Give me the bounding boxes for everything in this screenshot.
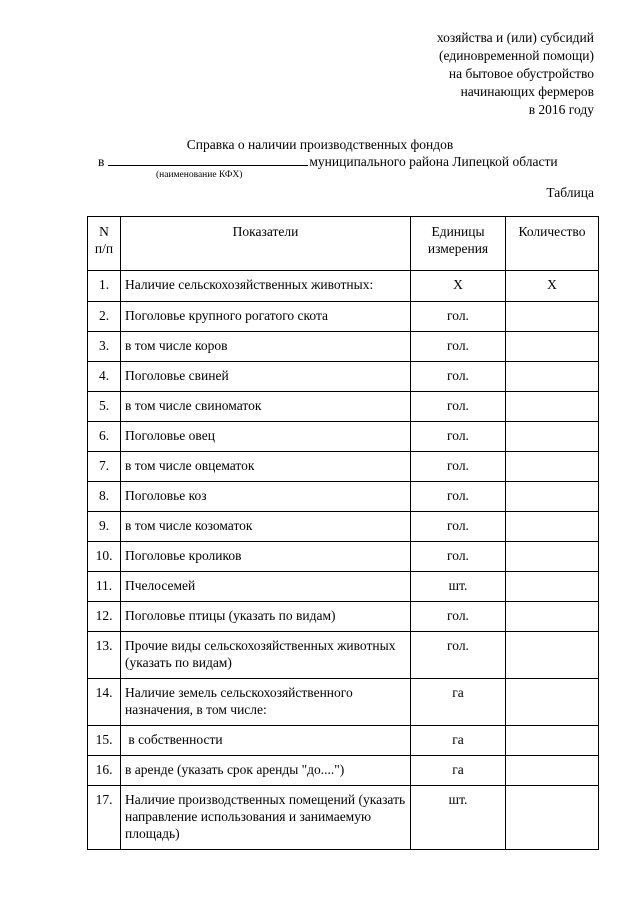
table-row	[88, 302, 599, 332]
row-quantity[interactable]	[506, 512, 599, 542]
row-unit: гол.	[411, 602, 506, 632]
row-quantity[interactable]	[506, 542, 599, 572]
row-number: 8.	[88, 482, 121, 512]
row-number: 6.	[88, 422, 121, 452]
row-number: 16.	[88, 756, 121, 786]
row-unit: гол.	[411, 542, 506, 572]
row-indicator: Пчелосемей	[121, 572, 411, 602]
row-number: 11.	[88, 572, 121, 602]
row-unit: гол.	[411, 362, 506, 392]
header-line: хозяйства и (или) субсидий	[436, 30, 594, 45]
row-unit: гол.	[411, 332, 506, 362]
row-number: 2.	[88, 302, 121, 332]
row-number: 4.	[88, 362, 121, 392]
row-unit: гол.	[411, 302, 506, 332]
row-quantity[interactable]	[506, 392, 599, 422]
table-row	[88, 726, 599, 756]
kfh-line-prefix: в	[98, 154, 105, 169]
table-row	[88, 422, 599, 452]
row-quantity[interactable]	[506, 302, 599, 332]
row-quantity[interactable]	[506, 482, 599, 512]
row-number: 1.	[88, 271, 121, 302]
table-row	[88, 786, 599, 850]
row-unit: гол.	[411, 632, 506, 679]
table-row	[88, 362, 599, 392]
row-quantity[interactable]	[506, 452, 599, 482]
row-quantity[interactable]	[506, 572, 599, 602]
row-indicator: Наличие сельскохозяйственных животных:	[121, 271, 411, 302]
row-unit: гол.	[411, 392, 506, 422]
row-number: 5.	[88, 392, 121, 422]
table-header-row	[88, 217, 599, 271]
row-unit: га	[411, 756, 506, 786]
row-quantity[interactable]	[506, 786, 599, 850]
table-row	[88, 271, 599, 302]
row-quantity[interactable]	[506, 362, 599, 392]
row-number: 9.	[88, 512, 121, 542]
row-indicator: Поголовье кроликов	[121, 542, 411, 572]
row-number: 15.	[88, 726, 121, 756]
row-indicator: в собственности	[121, 726, 411, 756]
table-row	[88, 602, 599, 632]
row-number: 13.	[88, 632, 121, 679]
row-number: 10.	[88, 542, 121, 572]
row-unit: X	[411, 271, 506, 302]
row-quantity[interactable]	[506, 726, 599, 756]
header-line: в 2016 году	[528, 102, 594, 117]
kfh-name-blank[interactable]	[108, 153, 308, 166]
production-assets-table	[87, 216, 599, 850]
row-quantity[interactable]	[506, 602, 599, 632]
row-unit: гол.	[411, 422, 506, 452]
row-indicator: Поголовье птицы (указать по видам)	[121, 602, 411, 632]
row-number: 7.	[88, 452, 121, 482]
header-line: начинающих фермеров	[460, 84, 594, 99]
table-row	[88, 482, 599, 512]
row-unit: гол.	[411, 512, 506, 542]
table-row	[88, 679, 599, 726]
table-row	[88, 632, 599, 679]
row-number: 12.	[88, 602, 121, 632]
table-row	[88, 452, 599, 482]
row-indicator: Прочие виды сельскохозяйственных животных (указать по видам)	[121, 632, 411, 679]
row-indicator: Поголовье крупного рогатого скота	[121, 302, 411, 332]
kfh-caption: (наименование КФХ)	[156, 170, 243, 180]
addressee-header	[437, 29, 594, 119]
row-quantity[interactable]	[506, 332, 599, 362]
row-indicator: в том числе свиноматок	[121, 392, 411, 422]
table-row	[88, 392, 599, 422]
row-quantity[interactable]	[506, 422, 599, 452]
row-indicator: в аренде (указать срок аренды "до....")	[121, 756, 411, 786]
row-number: 14.	[88, 679, 121, 726]
row-unit: шт.	[411, 572, 506, 602]
row-indicator: Поголовье свиней	[121, 362, 411, 392]
table-body	[88, 271, 599, 850]
row-number: 17.	[88, 786, 121, 850]
row-indicator: в том числе козоматок	[121, 512, 411, 542]
document-title: Справка о наличии производственных фондов	[186, 137, 454, 152]
row-indicator: в том числе овцематок	[121, 452, 411, 482]
row-unit: га	[411, 726, 506, 756]
row-indicator: Наличие земель сельскохозяйственного назначения, в том числе:	[121, 679, 411, 726]
table-row	[88, 512, 599, 542]
row-quantity[interactable]	[506, 679, 599, 726]
header-line: (единовременной помощи)	[439, 48, 594, 63]
header-num: N п/п	[88, 217, 121, 271]
table-row	[88, 572, 599, 602]
row-number: 3.	[88, 332, 121, 362]
row-unit: гол.	[411, 452, 506, 482]
table-row	[88, 332, 599, 362]
header-qty: Количество	[506, 217, 599, 271]
table-row	[88, 542, 599, 572]
row-unit: га	[411, 679, 506, 726]
row-unit: шт.	[411, 786, 506, 850]
kfh-line-suffix: муниципального района Липецкой области	[309, 154, 558, 169]
row-quantity[interactable]	[506, 632, 599, 679]
row-indicator: Поголовье коз	[121, 482, 411, 512]
header-indicator: Показатели	[121, 217, 411, 271]
row-quantity[interactable]: X	[506, 271, 599, 302]
table-caption: Таблица	[546, 185, 594, 200]
row-quantity[interactable]	[506, 756, 599, 786]
row-indicator: Поголовье овец	[121, 422, 411, 452]
row-unit: гол.	[411, 482, 506, 512]
header-unit: Единицы измерения	[411, 217, 506, 271]
row-indicator: Наличие производственных помещений (указать направление использования и занимаемую площадь)	[121, 786, 411, 850]
row-indicator: в том числе коров	[121, 332, 411, 362]
table-row	[88, 756, 599, 786]
header-line: на бытовое обустройство	[448, 66, 594, 81]
